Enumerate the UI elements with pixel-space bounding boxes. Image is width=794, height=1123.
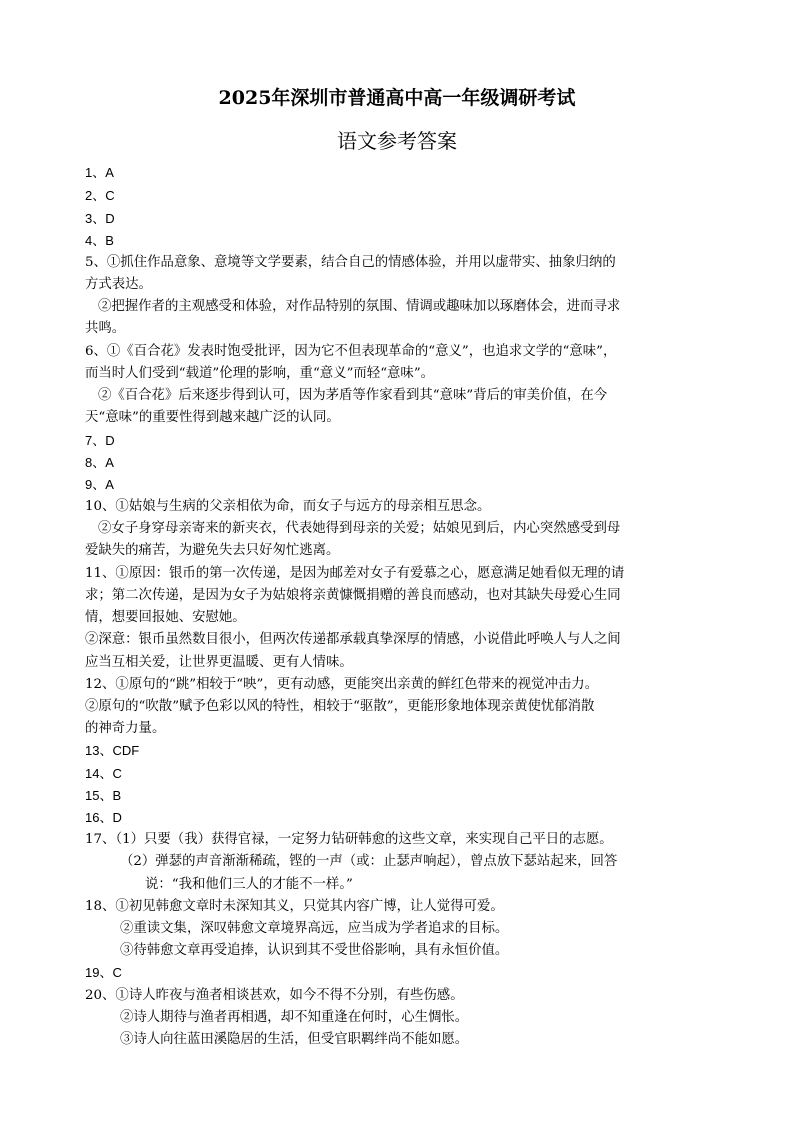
answer-18-line-1: 18、①初见韩愈文章时未深知其义，只觉其内容广博，让人觉得可爱。: [85, 899, 504, 914]
answer-3: 3、D: [85, 211, 115, 226]
answer-12-line-3: 的神奇力量。: [85, 721, 166, 736]
answer-20-line-3: ③诗人向往蓝田溪隐居的生活，但受官职羁绊尚不能如愿。: [120, 1032, 469, 1047]
page-subtitle: 语文参考答案: [337, 129, 457, 153]
answer-18-line-2: ②重读文集，深叹韩愈文章境界高远，应当成为学者追求的目标。: [120, 921, 509, 936]
answer-9: 9、A: [85, 477, 114, 492]
answer-5-line-2: 方式表达。: [85, 277, 152, 292]
answer-15: 15、B: [85, 788, 122, 803]
answer-10-line-3: 爱缺失的痛苦，为避免失去只好匆忙逃离。: [85, 543, 340, 558]
answer-5-line-3: ②把握作者的主观感受和体验，对作品特别的氛围、情调或趣味加以琢磨体会，进而寻求: [98, 299, 621, 314]
answer-6-line-2: 而当时人们受到“载道”伦理的影响，重“意义”而轻“意味”。: [85, 366, 435, 381]
answer-19: 19、C: [85, 965, 122, 980]
answer-6-line-1: 6、①《百合花》发表时饱受批评，因为它不但表现革命的“意义”，也追求文学的“意味”，: [85, 344, 617, 359]
answer-4: 4、B: [85, 233, 114, 248]
answer-11-line-2: 求；第二次传递，是因为女子为姑娘将亲黄慷慨捐赠的善良而感动，也对其缺失母爱心生同: [85, 588, 621, 603]
answer-11-line-4: ②深意：银币虽然数目很小，但两次传递都承载真挚深厚的情感，小说借此呼唤人与人之间: [85, 632, 621, 647]
answer-20-line-1: 20、①诗人昨夜与渔者相谈甚欢，如今不得不分别，有些伤感。: [85, 988, 464, 1003]
answer-7: 7、D: [85, 433, 115, 448]
answer-11-line-3: 情，想要回报她、安慰她。: [85, 610, 246, 625]
answer-17-line-1: 17、（1）只要（我）获得官禄，一定努力钻研韩愈的这些文章，来实现自己平日的志愿。: [85, 832, 613, 847]
answer-1: 1、A: [85, 165, 114, 180]
answer-8: 8、A: [85, 455, 114, 470]
answer-10-line-1: 10、①姑娘与生病的父亲相依为命，而女子与远方的母亲相互思念。: [85, 499, 491, 514]
page-title: 2025年深圳市普通高中高一年级调研考试: [218, 87, 576, 109]
answer-11-line-5: 应当互相关爱，让世界更温暖、更有人情味。: [85, 655, 353, 670]
answer-14: 14、C: [85, 766, 122, 781]
answer-12-line-1: 12、①原句的“跳”相较于“映”，更有动感，更能突出亲黄的鲜红色带来的视觉冲击力。: [85, 677, 599, 692]
answer-12-line-2: ②原句的“吹散”赋予色彩以风的特性，相较于“驱散”，更能形象地体现亲黄使忧郁消散: [85, 699, 595, 714]
answer-5-line-4: 共鸣。: [85, 321, 126, 336]
answer-10-line-2: ②女子身穿母亲寄来的新夹衣，代表她得到母亲的关爱；姑娘见到后，内心突然感受到母: [98, 521, 621, 536]
answer-5-line-1: 5、①抓住作品意象、意境等文学要素，结合自己的情感体验，并用以虚带实、抽象归纳的: [85, 255, 616, 270]
answer-20-line-2: ②诗人期待与渔者再相遇，却不知重逢在何时，心生惆怅。: [120, 1010, 469, 1025]
answer-6-line-4: 天“意味”的重要性得到越来越广泛的认同。: [85, 410, 340, 425]
answer-17-line-3: 说：“我和他们三人的才能不一样。”: [145, 877, 353, 892]
answer-18-line-3: ③待韩愈文章再受追捧，认识到其不受世俗影响，具有永恒价值。: [120, 943, 509, 958]
answer-16: 16、D: [85, 810, 122, 825]
answer-13: 13、CDF: [85, 743, 140, 758]
answer-11-line-1: 11、①原因：银币的第一次传递，是因为邮差对女子有爱慕之心，愿意满足她看似无理的请: [85, 566, 625, 581]
answer-6-line-3: ②《百合花》后来逐步得到认可，因为茅盾等作家看到其“意味”背后的审美价值，在今: [98, 388, 608, 403]
answer-17-line-2: （2）弹瑟的声音渐渐稀疏，铿的一声（或：止瑟声响起），曾点放下瑟站起来，回答: [120, 854, 618, 869]
answer-2: 2、C: [85, 188, 115, 203]
